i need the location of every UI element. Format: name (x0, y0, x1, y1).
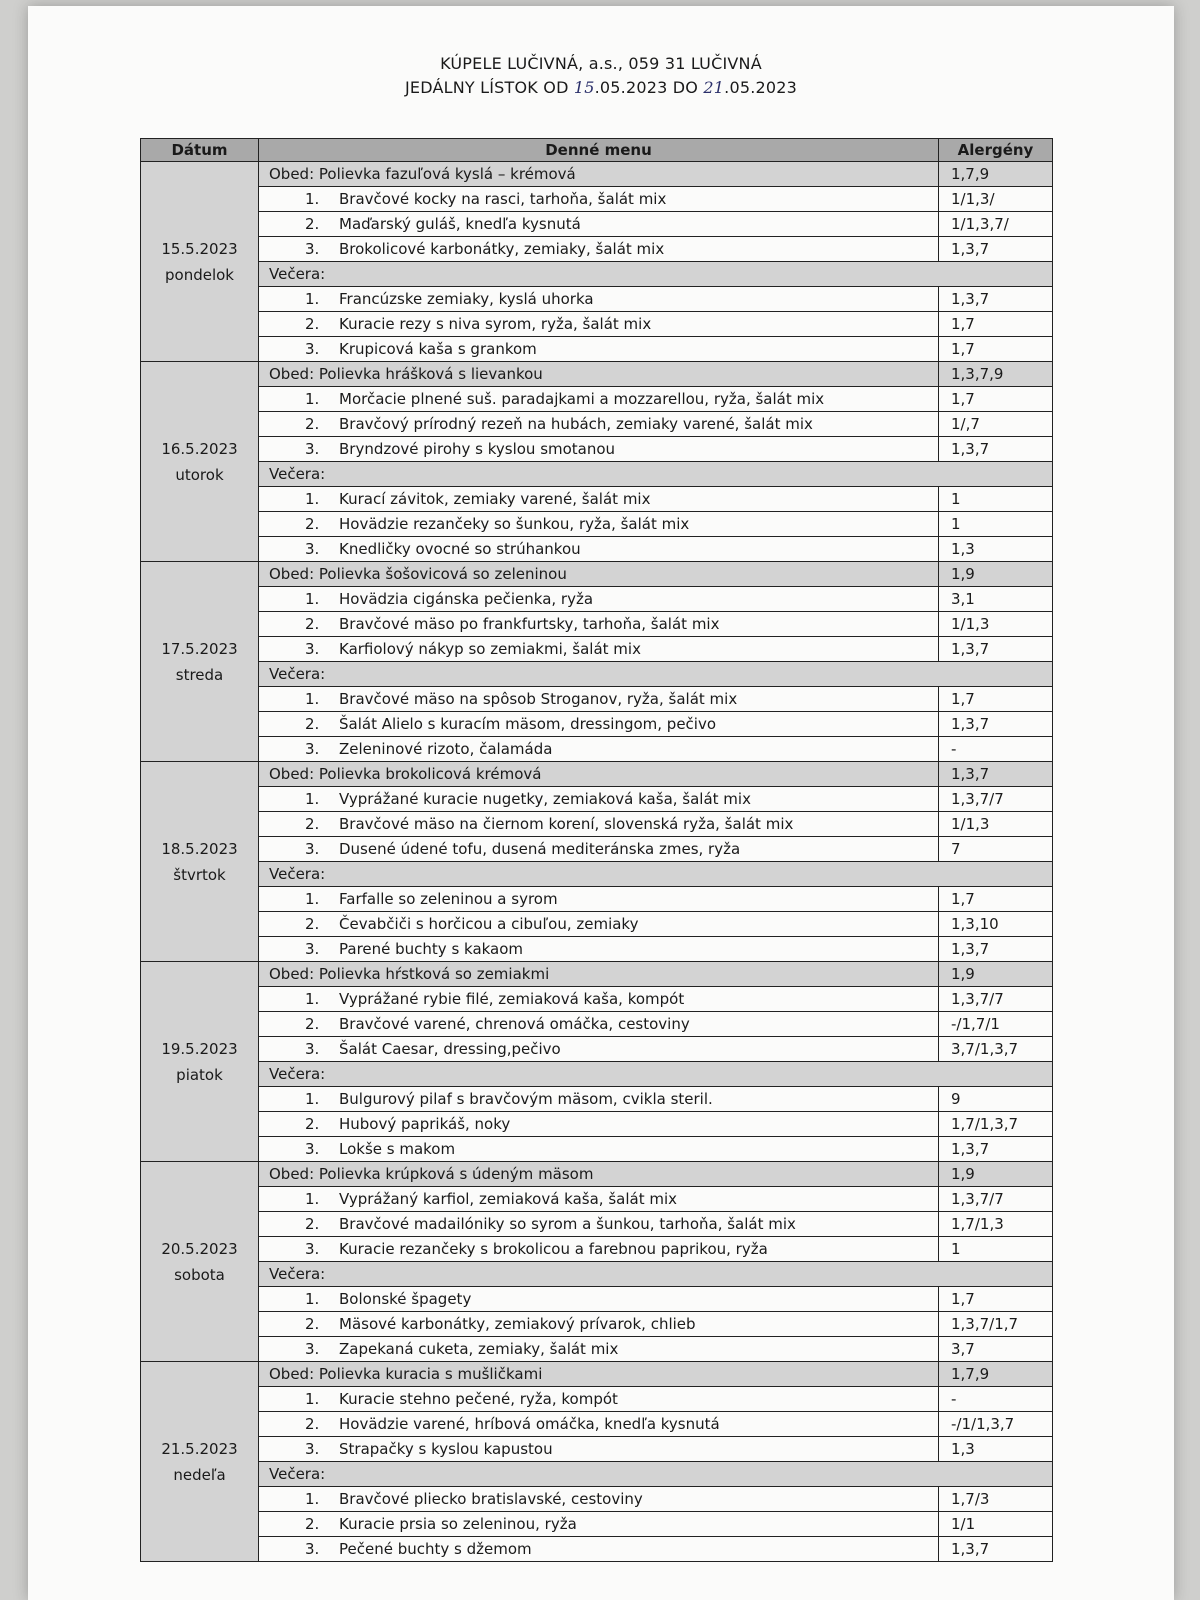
dish-name: Brokolicové karbonátky, zemiaky, šalát mix (339, 240, 665, 258)
allergens-cell: - (939, 737, 1053, 762)
company-line: KÚPELE LUČIVNÁ, a.s., 059 31 LUČIVNÁ (440, 54, 762, 73)
item-number: 1. (305, 1490, 320, 1508)
dish-name: Bravčové varené, chrenová omáčka, cestoviny (339, 1015, 690, 1033)
day-weekday: utorok (175, 465, 224, 484)
dinner-item-row (141, 1112, 1053, 1137)
lunch-dish-cell (259, 1187, 939, 1212)
dinner-dish-cell (259, 312, 939, 337)
lunch-label: Obed: Polievka brokolicová krémová (259, 762, 939, 787)
lunch-dish-cell (259, 637, 939, 662)
dish-name: Čevabčiči s horčicou a cibuľou, zemiaky (339, 915, 639, 933)
lunch-dish-cell (259, 1237, 939, 1262)
allergens-cell: 1,3,7/7 (939, 987, 1053, 1012)
item-number: 3. (305, 1040, 320, 1058)
dish-name: Bravčové mäso na spôsob Stroganov, ryža, šalát mix (339, 690, 738, 708)
to-day-handwritten: 21 (703, 78, 725, 97)
lunch-item-row (141, 837, 1053, 862)
lunch-dish-cell (259, 812, 939, 837)
dinner-dish-cell (259, 1487, 939, 1512)
item-number: 2. (305, 415, 320, 433)
dinner-dish-cell (259, 737, 939, 762)
dish-name: Hovädzie rezančeky so šunkou, ryža, šalát mix (339, 515, 690, 533)
allergens-cell: 1/1,3/ (939, 187, 1053, 212)
dinner-dish-cell (259, 1312, 939, 1337)
lunch-dish-cell (259, 612, 939, 637)
dish-name: Kuracie stehno pečené, ryža, kompót (339, 1390, 618, 1408)
lunch-allergens: 1,3,7,9 (939, 362, 1053, 387)
lunch-label: Obed: Polievka hrášková s lievankou (259, 362, 939, 387)
dinner-item-row (141, 487, 1053, 512)
item-number: 2. (305, 315, 320, 333)
dinner-label-row (141, 1462, 1053, 1487)
dinner-label-row (141, 1262, 1053, 1287)
allergens-cell: 1/1,3 (939, 612, 1053, 637)
period-prefix: JEDÁLNY LÍSTOK OD (404, 78, 574, 97)
dish-name: Vyprážané kuracie nugetky, zemiaková kaša, šalát mix (339, 790, 751, 808)
day-date: 17.5.2023 (161, 639, 238, 658)
lunch-label: Obed: Polievka krúpková s údeným mäsom (259, 1162, 939, 1187)
dinner-item-row (141, 1537, 1053, 1562)
dinner-item-row (141, 512, 1053, 537)
lunch-dish-cell (259, 1212, 939, 1237)
allergens-cell: 1,3,7 (939, 637, 1053, 662)
lunch-dish-cell (259, 187, 939, 212)
dinner-dish-cell (259, 1512, 939, 1537)
dinner-item-row (141, 537, 1053, 562)
item-number: 3. (305, 640, 320, 658)
item-number: 3. (305, 1440, 320, 1458)
dish-name: Karfiolový nákyp so zemiakmi, šalát mix (339, 640, 641, 658)
dish-name: Krupicová kaša s grankom (339, 340, 537, 358)
allergens-cell: - (939, 1387, 1053, 1412)
dinner-dish-cell (259, 1337, 939, 1362)
allergens-cell: -/1/1,3,7 (939, 1412, 1053, 1437)
lunch-item-row (141, 187, 1053, 212)
dish-name: Hovädzia cigánska pečienka, ryža (339, 590, 594, 608)
day-date-cell (141, 162, 259, 362)
dinner-item-row (141, 337, 1053, 362)
allergens-cell: 3,1 (939, 587, 1053, 612)
lunch-dish-cell (259, 587, 939, 612)
column-header-allergens: Alergény (939, 139, 1053, 162)
dinner-dish-cell (259, 912, 939, 937)
dinner-item-row (141, 1087, 1053, 1112)
item-number: 3. (305, 740, 320, 758)
dinner-dish-cell (259, 887, 939, 912)
item-number: 3. (305, 1140, 320, 1158)
allergens-cell: 1/1,3 (939, 812, 1053, 837)
lunch-item-row (141, 1187, 1053, 1212)
allergens-cell: 1 (939, 512, 1053, 537)
day-date: 20.5.2023 (161, 1239, 238, 1258)
dish-name: Parené buchty s kakaom (339, 940, 524, 958)
item-number: 1. (305, 790, 320, 808)
dish-name: Bryndzové pirohy s kyslou smotanou (339, 440, 616, 458)
dinner-label: Večera: (259, 1062, 1053, 1087)
lunch-soup-row (141, 162, 1053, 187)
allergens-cell: 1,3,7 (939, 1137, 1053, 1162)
day-date: 18.5.2023 (161, 839, 238, 858)
lunch-item-row (141, 1037, 1053, 1062)
allergens-cell: 1/,7 (939, 412, 1053, 437)
lunch-item-row (141, 1412, 1053, 1437)
dish-name: Vyprážané rybie filé, zemiaková kaša, kompót (339, 990, 685, 1008)
item-number: 1. (305, 1090, 320, 1108)
lunch-item-row (141, 587, 1053, 612)
dinner-dish-cell (259, 1137, 939, 1162)
dinner-item-row (141, 887, 1053, 912)
table-header-row (141, 139, 1053, 162)
dish-name: Maďarský guláš, knedľa kysnutá (339, 215, 581, 233)
lunch-dish-cell (259, 1437, 939, 1462)
allergens-cell: 1,3,7/7 (939, 787, 1053, 812)
dinner-label: Večera: (259, 262, 1053, 287)
dinner-item-row (141, 312, 1053, 337)
lunch-soup-row (141, 962, 1053, 987)
item-number: 3. (305, 1540, 320, 1558)
dinner-item-row (141, 712, 1053, 737)
dish-name: Zapekaná cuketa, zemiaky, šalát mix (339, 1340, 619, 1358)
lunch-dish-cell (259, 837, 939, 862)
lunch-allergens: 1,9 (939, 1162, 1053, 1187)
lunch-dish-cell (259, 1387, 939, 1412)
dish-name: Bravčové pliecko bratislavské, cestoviny (339, 1490, 643, 1508)
item-number: 2. (305, 1315, 320, 1333)
dish-name: Kurací závitok, zemiaky varené, šalát mix (339, 490, 651, 508)
lunch-item-row (141, 1237, 1053, 1262)
item-number: 3. (305, 840, 320, 858)
item-number: 2. (305, 1015, 320, 1033)
dish-name: Mäsové karbonátky, zemiakový prívarok, chlieb (339, 1315, 696, 1333)
dinner-label-row (141, 462, 1053, 487)
day-date: 19.5.2023 (161, 1039, 238, 1058)
allergens-cell: 1,3,7 (939, 937, 1053, 962)
allergens-cell: -/1,7/1 (939, 1012, 1053, 1037)
allergens-cell: 1,3,7 (939, 287, 1053, 312)
dish-name: Kuracie rezy s niva syrom, ryža, šalát mix (339, 315, 652, 333)
allergens-cell: 1,7/1,3,7 (939, 1112, 1053, 1137)
dinner-item-row (141, 937, 1053, 962)
day-weekday: nedeľa (173, 1465, 226, 1484)
allergens-cell: 1/1 (939, 1512, 1053, 1537)
dish-name: Hubový paprikáš, noky (339, 1115, 511, 1133)
lunch-label: Obed: Polievka fazuľová kyslá – krémová (259, 162, 939, 187)
item-number: 3. (305, 340, 320, 358)
dish-name: Šalát Alielo s kuracím mäsom, dressingom, pečivo (339, 715, 717, 733)
document-header (28, 52, 1174, 100)
item-number: 1. (305, 690, 320, 708)
item-number: 1. (305, 1190, 320, 1208)
item-number: 2. (305, 615, 320, 633)
item-number: 3. (305, 240, 320, 258)
allergens-cell: 1,7/3 (939, 1487, 1053, 1512)
allergens-cell: 1,7 (939, 337, 1053, 362)
column-header-date: Dátum (141, 139, 259, 162)
allergens-cell: 1,7 (939, 687, 1053, 712)
item-number: 2. (305, 815, 320, 833)
dinner-label: Večera: (259, 1462, 1053, 1487)
dinner-item-row (141, 1137, 1053, 1162)
paper-sheet (28, 6, 1174, 1600)
item-number: 1. (305, 990, 320, 1008)
dish-name: Hovädzie varené, hríbová omáčka, knedľa kysnutá (339, 1415, 720, 1433)
menu-table (140, 138, 1053, 1562)
lunch-dish-cell (259, 237, 939, 262)
day-date-cell (141, 1162, 259, 1362)
day-weekday: sobota (174, 1265, 225, 1284)
allergens-cell: 3,7 (939, 1337, 1053, 1362)
dish-name: Morčacie plnené suš. paradajkami a mozzarellou, ryža, šalát mix (339, 390, 825, 408)
dish-name: Francúzske zemiaky, kyslá uhorka (339, 290, 594, 308)
allergens-cell: 1,3,7/1,7 (939, 1312, 1053, 1337)
dinner-label-row (141, 262, 1053, 287)
period-from-rest: .05.2023 DO (594, 78, 704, 97)
item-number: 2. (305, 915, 320, 933)
item-number: 3. (305, 1340, 320, 1358)
dinner-item-row (141, 1287, 1053, 1312)
menu-period-line (28, 76, 1174, 100)
dinner-item-row (141, 687, 1053, 712)
dinner-dish-cell (259, 487, 939, 512)
dinner-item-row (141, 1512, 1053, 1537)
item-number: 1. (305, 290, 320, 308)
allergens-cell: 1,3,7/7 (939, 1187, 1053, 1212)
dinner-dish-cell (259, 1112, 939, 1137)
allergens-cell: 7 (939, 837, 1053, 862)
dish-name: Kuracie rezančeky s brokolicou a farebnou paprikou, ryža (339, 1240, 768, 1258)
lunch-item-row (141, 1437, 1053, 1462)
dinner-label-row (141, 662, 1053, 687)
lunch-soup-row (141, 762, 1053, 787)
dinner-label: Večera: (259, 462, 1053, 487)
lunch-label: Obed: Polievka hŕstková so zemiakmi (259, 962, 939, 987)
allergens-cell: 1,7/1,3 (939, 1212, 1053, 1237)
dinner-dish-cell (259, 1087, 939, 1112)
item-number: 2. (305, 715, 320, 733)
dish-name: Pečené buchty s džemom (339, 1540, 532, 1558)
dish-name: Strapačky s kyslou kapustou (339, 1440, 553, 1458)
item-number: 1. (305, 1390, 320, 1408)
dish-name: Bravčové mäso po frankfurtsky, tarhoňa, šalát mix (339, 615, 720, 633)
dinner-item-row (141, 912, 1053, 937)
day-date: 15.5.2023 (161, 239, 238, 258)
dinner-dish-cell (259, 687, 939, 712)
lunch-dish-cell (259, 987, 939, 1012)
dinner-item-row (141, 1312, 1053, 1337)
lunch-soup-row (141, 362, 1053, 387)
lunch-dish-cell (259, 1012, 939, 1037)
dinner-dish-cell (259, 537, 939, 562)
item-number: 1. (305, 590, 320, 608)
dinner-label-row (141, 862, 1053, 887)
lunch-dish-cell (259, 1412, 939, 1437)
lunch-dish-cell (259, 437, 939, 462)
day-date: 21.5.2023 (161, 1439, 238, 1458)
lunch-item-row (141, 1212, 1053, 1237)
allergens-cell: 1 (939, 487, 1053, 512)
lunch-item-row (141, 387, 1053, 412)
dinner-item-row (141, 287, 1053, 312)
allergens-cell: 1,3,10 (939, 912, 1053, 937)
allergens-cell: 1 (939, 1237, 1053, 1262)
allergens-cell: 1,3,7 (939, 712, 1053, 737)
lunch-allergens: 1,7,9 (939, 1362, 1053, 1387)
lunch-item-row (141, 1012, 1053, 1037)
dinner-item-row (141, 1337, 1053, 1362)
dish-name: Šalát Caesar, dressing,pečivo (339, 1040, 561, 1058)
allergens-cell: 1,7 (939, 387, 1053, 412)
allergens-cell: 1,3,7 (939, 1537, 1053, 1562)
allergens-cell: 1,3 (939, 1437, 1053, 1462)
lunch-dish-cell (259, 387, 939, 412)
menu-body (141, 162, 1053, 1562)
lunch-dish-cell (259, 1037, 939, 1062)
item-number: 2. (305, 515, 320, 533)
day-date-cell (141, 1362, 259, 1562)
item-number: 2. (305, 1215, 320, 1233)
dinner-dish-cell (259, 1287, 939, 1312)
lunch-item-row (141, 812, 1053, 837)
dish-name: Farfalle so zeleninou a syrom (339, 890, 558, 908)
item-number: 3. (305, 1240, 320, 1258)
dinner-dish-cell (259, 1537, 939, 1562)
item-number: 1. (305, 1290, 320, 1308)
allergens-cell: 3,7/1,3,7 (939, 1037, 1053, 1062)
dinner-item-row (141, 737, 1053, 762)
dish-name: Bravčové madailóniky so syrom a šunkou, tarhoňa, šalát mix (339, 1215, 796, 1233)
lunch-item-row (141, 637, 1053, 662)
dinner-label: Večera: (259, 862, 1053, 887)
allergens-cell: 1,7 (939, 312, 1053, 337)
dish-name: Bolonské špagety (339, 1290, 472, 1308)
lunch-allergens: 1,3,7 (939, 762, 1053, 787)
day-weekday: streda (175, 665, 224, 684)
dish-name: Lokše s makom (339, 1140, 456, 1158)
lunch-allergens: 1,7,9 (939, 162, 1053, 187)
allergens-cell: 1,7 (939, 887, 1053, 912)
item-number: 1. (305, 890, 320, 908)
dish-name: Vyprážaný karfiol, zemiaková kaša, šalát mix (339, 1190, 678, 1208)
dinner-dish-cell (259, 512, 939, 537)
allergens-cell: 1,3 (939, 537, 1053, 562)
lunch-soup-row (141, 1162, 1053, 1187)
dish-name: Bravčový prírodný rezeň na hubách, zemiaky varené, šalát mix (339, 415, 813, 433)
day-date: 16.5.2023 (161, 439, 238, 458)
item-number: 3. (305, 940, 320, 958)
lunch-item-row (141, 237, 1053, 262)
item-number: 1. (305, 390, 320, 408)
lunch-item-row (141, 987, 1053, 1012)
item-number: 2. (305, 1115, 320, 1133)
dinner-label: Večera: (259, 1262, 1053, 1287)
day-weekday: štvrtok (173, 865, 226, 884)
column-header-menu: Denné menu (259, 139, 939, 162)
day-weekday: piatok (176, 1065, 223, 1084)
dinner-dish-cell (259, 287, 939, 312)
from-day-handwritten: 15 (573, 78, 595, 97)
allergens-cell: 1/1,3,7/ (939, 212, 1053, 237)
period-to-rest: .05.2023 (724, 78, 798, 97)
day-weekday: pondelok (165, 265, 234, 284)
item-number: 2. (305, 1515, 320, 1533)
item-number: 2. (305, 215, 320, 233)
lunch-item-row (141, 212, 1053, 237)
item-number: 3. (305, 540, 320, 558)
dinner-dish-cell (259, 712, 939, 737)
lunch-label: Obed: Polievka šošovicová so zeleninou (259, 562, 939, 587)
dish-name: Kuracie prsia so zeleninou, ryža (339, 1515, 577, 1533)
item-number: 3. (305, 440, 320, 458)
lunch-dish-cell (259, 212, 939, 237)
item-number: 1. (305, 190, 320, 208)
day-date-cell (141, 362, 259, 562)
lunch-dish-cell (259, 787, 939, 812)
lunch-soup-row (141, 562, 1053, 587)
dish-name: Zeleninové rizoto, čalamáda (339, 740, 553, 758)
lunch-item-row (141, 612, 1053, 637)
item-number: 2. (305, 1415, 320, 1433)
allergens-cell: 9 (939, 1087, 1053, 1112)
lunch-soup-row (141, 1362, 1053, 1387)
dinner-label: Večera: (259, 662, 1053, 687)
dinner-label-row (141, 1062, 1053, 1087)
allergens-cell: 1,3,7 (939, 237, 1053, 262)
dinner-dish-cell (259, 337, 939, 362)
dish-name: Bravčové kocky na rasci, tarhoňa, šalát mix (339, 190, 667, 208)
lunch-allergens: 1,9 (939, 562, 1053, 587)
dish-name: Knedličky ovocné so strúhankou (339, 540, 581, 558)
allergens-cell: 1,7 (939, 1287, 1053, 1312)
day-date-cell (141, 962, 259, 1162)
dinner-item-row (141, 1487, 1053, 1512)
dish-name: Dusené údené tofu, dusená mediteránska zmes, ryža (339, 840, 741, 858)
allergens-cell: 1,3,7 (939, 437, 1053, 462)
day-date-cell (141, 562, 259, 762)
lunch-label: Obed: Polievka kuracia s mušličkami (259, 1362, 939, 1387)
lunch-allergens: 1,9 (939, 962, 1053, 987)
lunch-item-row (141, 1387, 1053, 1412)
lunch-item-row (141, 437, 1053, 462)
dish-name: Bulgurový pilaf s bravčovým mäsom, cvikla steril. (339, 1090, 713, 1108)
lunch-item-row (141, 787, 1053, 812)
dinner-dish-cell (259, 937, 939, 962)
item-number: 1. (305, 490, 320, 508)
dish-name: Bravčové mäso na čiernom korení, slovenská ryža, šalát mix (339, 815, 794, 833)
day-date-cell (141, 762, 259, 962)
lunch-item-row (141, 412, 1053, 437)
lunch-dish-cell (259, 412, 939, 437)
